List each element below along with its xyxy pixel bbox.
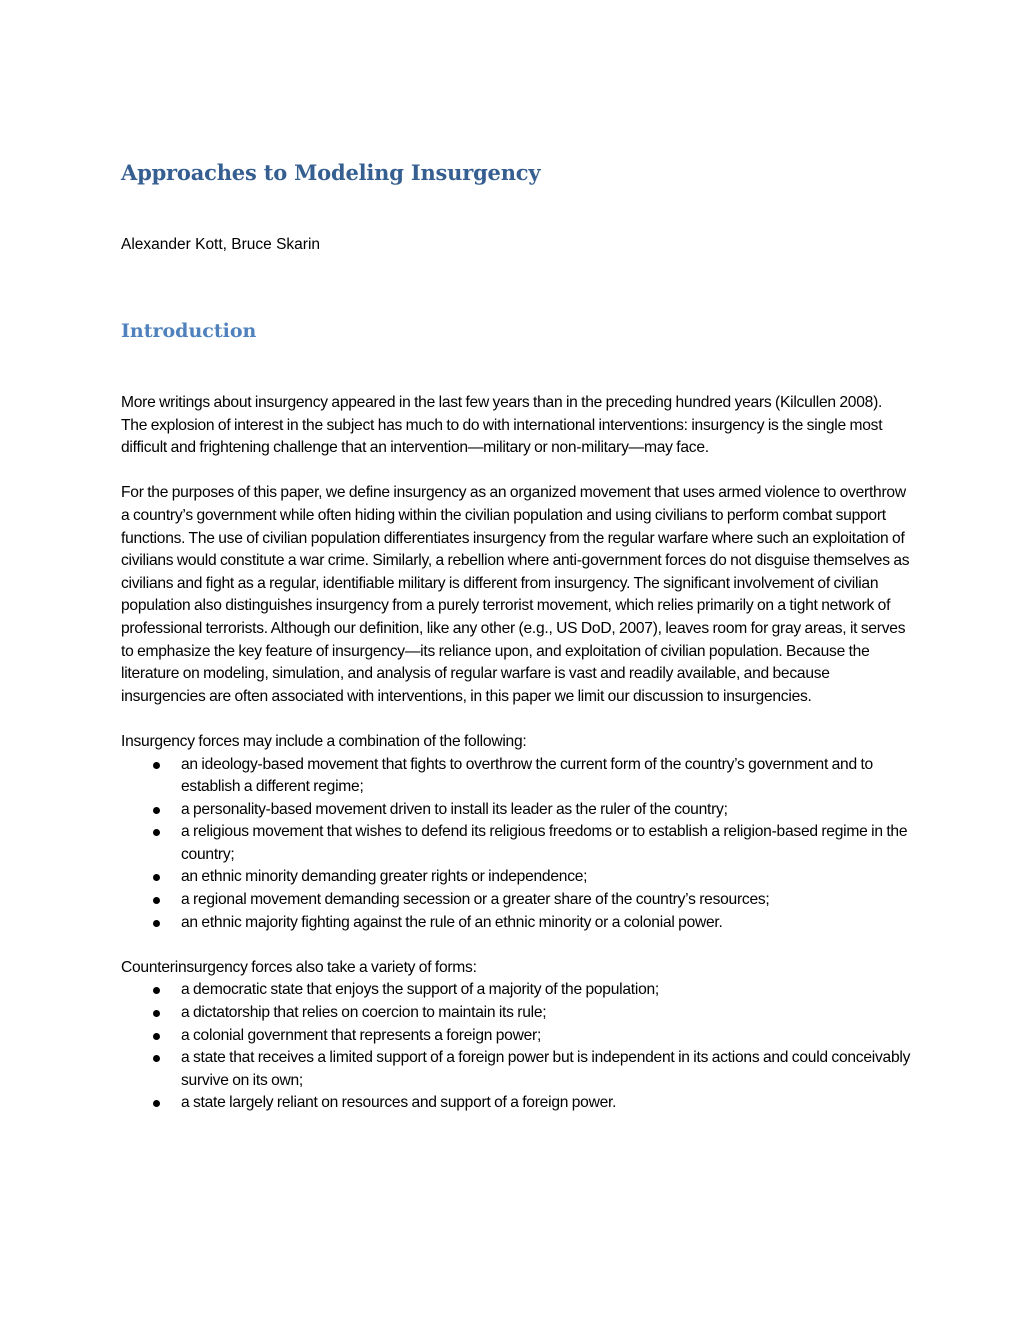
document-title: Approaches to Modeling Insurgency: [121, 160, 541, 185]
list-item: [121, 799, 911, 822]
list-item: [121, 979, 911, 1002]
list-item: [121, 1092, 911, 1115]
paragraph: More writings about insurgency appeared in the last few years than in the preceding hundred years (Kilcullen 2008). The explosion of interest in the subject has much to do with international interventions: insurgency is the single most difficult and frightening challenge that an intervention—military or non-military—may face.: [121, 394, 883, 457]
list-item: [121, 821, 911, 866]
list-item: [121, 754, 911, 799]
list-item-text: a state that receives a limited support of a foreign power but is independent in its actions and could conceivably survive on its own;: [181, 1049, 911, 1089]
list-item-text: a religious movement that wishes to defend its religious freedoms or to establish a religion-based regime in the country;: [181, 823, 908, 863]
bullet-icon: [153, 897, 160, 904]
bullet-icon: [153, 920, 160, 927]
list-item: [121, 1025, 911, 1048]
list-item-text: an ethnic minority demanding greater rights or independence;: [181, 868, 588, 886]
bullet-icon: [153, 807, 160, 814]
list-lead-insurgency: Insurgency forces may include a combination of the following:: [121, 732, 527, 750]
bullet-icon: [153, 829, 160, 836]
document-authors: Alexander Kott, Bruce Skarin: [121, 236, 321, 253]
bullet-icon: [153, 1100, 160, 1107]
bullet-icon: [153, 1033, 160, 1040]
list-item: [121, 912, 911, 935]
insurgency-forces-list: [121, 754, 911, 935]
list-item-text: a personality-based movement driven to install its leader as the ruler of the country;: [181, 800, 728, 818]
counterinsurgency-forces-list: [121, 979, 911, 1115]
list-item: [121, 1047, 911, 1092]
bullet-icon: [153, 1010, 160, 1017]
bullet-icon: [153, 987, 160, 994]
list-lead-counterinsurgency: Counterinsurgency forces also take a variety of forms:: [121, 958, 477, 976]
section-heading-introduction: Introduction: [121, 320, 257, 342]
list-item: [121, 889, 911, 912]
list-item-text: a dictatorship that relies on coercion to maintain its rule;: [181, 1004, 547, 1022]
list-item-text: a colonial government that represents a foreign power;: [181, 1026, 542, 1044]
list-item-text: a democratic state that enjoys the support of a majority of the population;: [181, 981, 660, 999]
list-item-text: an ethnic majority fighting against the rule of an ethnic minority or a colonial power.: [181, 913, 723, 931]
bullet-icon: [153, 762, 160, 769]
list-item: [121, 1002, 911, 1025]
bullet-icon: [153, 1055, 160, 1062]
paragraph: For the purposes of this paper, we define insurgency as an organized movement that uses armed violence to overthrow a country’s government while often hiding within the civilian population and using civilians to perform combat support functions. The use of civilian population differentiates insurgency from the regular warfare where such an exploitation of civilians would constitute a war crime. Similarly, a rebellion where anti-government forces do not disguise themselves as civilians and fight as a regular, identifiable military is different from insurgency. The significant involvement of civilian population also distinguishes insurgency from a purely terrorist movement, which relies primarily on a tight network of professional terrorists. Although our definition, like any other (e.g., US DoD, 2007), leaves room for gray areas, it serves to emphasize the key feature of insurgency—its reliance upon, and exploitation of civilian population. Because the literature on modeling, simulation, and analysis of regular warfare is vast and readily available, and because insurgencies are often associated with interventions, in this paper we limit our discussion to insurgencies.: [121, 484, 910, 705]
list-item-text: a state largely reliant on resources and support of a foreign power.: [181, 1094, 617, 1112]
bullet-icon: [153, 874, 160, 881]
list-item-text: a regional movement demanding secession or a greater share of the country’s resources;: [181, 891, 770, 909]
list-item-text: an ideology-based movement that fights to overthrow the current form of the country’s government and to establish a different regime;: [181, 755, 873, 796]
section-body: [121, 392, 911, 1138]
list-item: [121, 866, 911, 889]
